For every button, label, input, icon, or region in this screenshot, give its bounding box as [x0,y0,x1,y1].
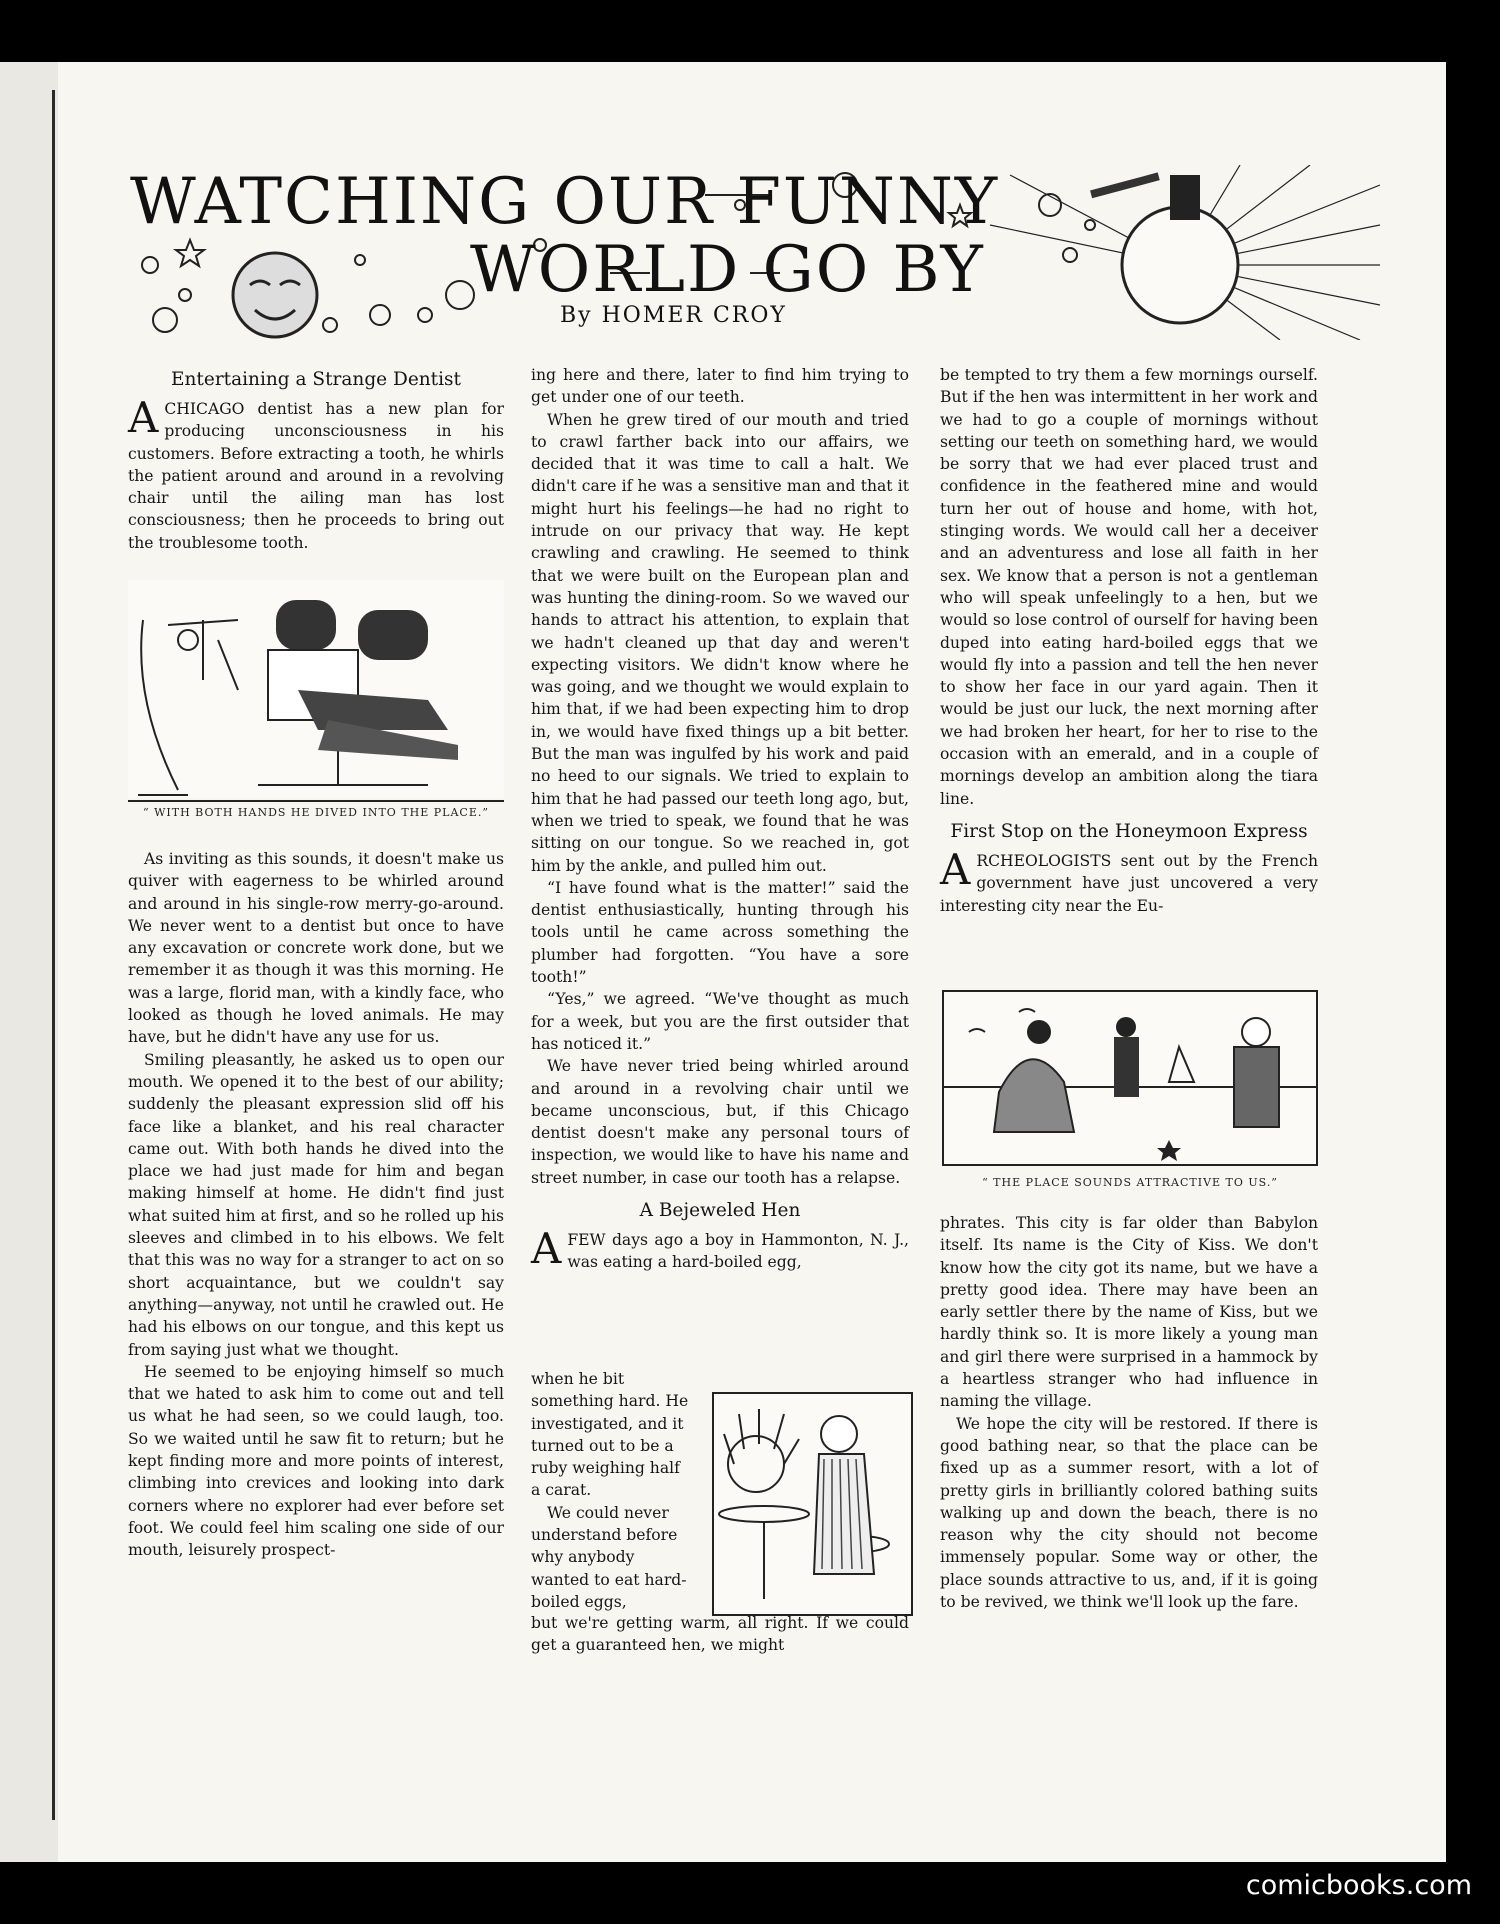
caption-rule [128,800,504,802]
paragraph: As inviting as this sounds, it doesn't make us quiver with eagerness to be whirled around and around in his single-row merry-go-around. We never went to a dentist but once to have any excavation or concrete work done, but we remember it as though it was this morning. He was a large, florid man, with a kindly face, who looked as though he loved animals. He may have, but he didn't have any use for us. [128,850,504,1047]
paragraph: “I have found what is the matter!” said the dentist enthusiastically, hunting through his tools until he came across something the plumber had forgotten. “You have a sore tooth!” [531,878,909,987]
paragraph: “Yes,” we agreed. “We've thought as much for a week, but you are the first outsider that has noticed it.” [531,990,909,1053]
binding-line [52,90,55,1820]
paragraph: FEW days ago a boy in Hammonton, N. J., was eating a hard-boiled egg, [567,1230,909,1272]
column-1 [128,368,504,554]
girl-figure [1114,1037,1139,1097]
globe-icon [1122,207,1238,323]
dentist-illustration [128,580,504,798]
column-1-continued [128,848,504,1562]
paragraph: phrates. This city is far older than Babylon itself. Its name is the City of Kiss. We don't know how the city got its name, but we have a pretty good idea. There may have been an early settler there by the name of Kiss, but we hardly think so. It is more likely a young man and girl there were surprised in a hammock by a heartless stranger who had influence in naming the village. [940,1214,1318,1411]
page-spine [0,62,58,1862]
dropcap: A [940,844,971,894]
column-2-narrow [531,1368,693,1613]
column-2-bottom [531,1612,909,1657]
paragraph: RCHEOLOGISTS sent out by the French government have just uncovered a very interesting city near the Eu- [940,851,1318,915]
paragraph: When he grew tired of our mouth and tried to crawl farther back into our affairs, we decided that it was time to call a halt. We didn't care if he was a sensitive man and that it might hurt his feelings—he had no right to intrude on our privacy that way. He kept crawling and crawling. He seemed to think that we were built on the European plan and was hunting the dining-room. So we waved our hands to attract his attention, to explain that we hadn't cleaned up that day and weren't expecting visitors. We didn't know where he was going, and we thought we would explain to him that, if we had been expecting him to drop in, we would have fixed things up a bit better. But the man was ingulfed by his work and paid no heed to our signals. We tried to explain to him that he had passed our teeth long ago, but, when we tried to speak, we found that he was sitting on our tongue. So we reached in, got him by the ankle, and pulled him out. [531,410,909,875]
title-line-2: WORLD GO BY [470,233,985,307]
paragraph: CHICAGO dentist has a new plan for producing unconsciousness in his customers. Before extracting a tooth, he whirls the patient around and around in a revolving chair until the ailing man has lost consciousness; then he proceeds to bring out the troublesome tooth. [128,400,504,552]
dentist-caption: “ WITH BOTH HANDS HE DIVED INTO THE PLACE.” [142,806,489,819]
heading-honeymoon-express: First Stop on the Honeymoon Express [950,820,1308,842]
patient-figure [358,610,428,660]
column-3 [940,364,1318,917]
woman-figure [994,1059,1074,1132]
paragraph: We have never tried being whirled around and around in a revolving chair until we became unconscious, but, if this Chicago dentist doesn't make any personal tours of inspection, we would like to have his name and street number, in case our tooth has a relapse. [531,1057,909,1187]
paragraph: be tempted to try them a few mornings ourself. But if the hen was intermittent in her work and we had to go a couple of mornings without setting our teeth on something hard, we would be sorry that we had ever placed trust and confidence in the feathered mine and would turn her out of house and home, with hot, stinging words. We would call her a deceiver and an adventuress and lose all faith in her sex. We know that a person is not a gentleman who will speak unfeelingly to a hen, but we would so lose control of ourself for having been duped into eating hard-boiled eggs that we would fly into a passion and tell the hen never to show her face in our yard again. Then it would be just our luck, the next morning after we had broken her heart, for her to rise to the occasion with an emerald, and in a couple of mornings develop an ambition along the tiara line. [940,366,1318,808]
heading-strange-dentist: Entertaining a Strange Dentist [171,369,461,390]
title-banner [130,165,1380,340]
beach-caption: “ THE PLACE SOUNDS ATTRACTIVE TO US.” [982,1176,1278,1189]
paragraph: We hope the city will be restored. If there is good bathing near, so that the place can be fixed up as a summer resort, with a lot of pretty girls in brilliantly colored bathing suits walking up and down the beach, there is no reason why the city should not become immensely popular. Some way or other, the place sounds attractive to us, and, if it is going to be revived, we think we'll look up the fare. [940,1414,1318,1612]
heading-bejeweled-hen: A Bejeweled Hen [639,1199,801,1221]
paragraph: We could never understand before why anybody wanted to eat hard-boiled eggs, [531,1503,687,1611]
column-2 [531,364,909,1274]
paragraph: He seemed to be enjoying himself so much that we hated to ask him to come out and tell us what he had seen, so we could laugh, too. So we waited until he saw fit to return; but he kept finding more and more points of interest, climbing into crevices and looking into dark corners where no explorer had ever before set foot. We could feel him scaling one side of our mouth, leisurely prospect- [128,1362,504,1560]
dentist-figure [276,600,336,650]
beach-illustration [942,990,1318,1166]
paragraph: but we're getting warm, all right. If we could get a guaranteed hen, we might [531,1614,909,1655]
byline: By HOMER CROY [560,303,787,328]
man-figure [1234,1047,1279,1127]
column-3-continued [940,1212,1318,1613]
dropcap: A [128,393,159,442]
hen-illustration [712,1392,913,1616]
title-line-1: WATCHING OUR FUNNY [130,165,1000,239]
dropcap: A [531,1223,562,1273]
paragraph: when he bit something hard. He investigated, and it turned out to be a ruby weighing half a carat. [531,1370,689,1500]
paragraph: ing here and there, later to find him trying to get under one of our teeth. [531,366,909,407]
man-figure [821,1416,857,1452]
moon-face-icon [233,253,317,337]
site-watermark: comicbooks.com [1245,1870,1472,1901]
telescope-man-icon [1170,175,1200,220]
paragraph: Smiling pleasantly, he asked us to open our mouth. We opened it to the best of our ability; suddenly the pleasant expression slid off his face like a blanket, and his real character came out. With both hands he dived into the place we had just made for him and began making himself at home. He didn't find just what suited him at first, and so he rolled up his sleeves and climbed in to his elbows. We felt that this was no way for a stranger to act on so short acquaintance, but we couldn't say anything—anyway, not until he crawled out. He had his elbows on our tongue, and this kept us from saying just what we thought. [128,1050,504,1359]
